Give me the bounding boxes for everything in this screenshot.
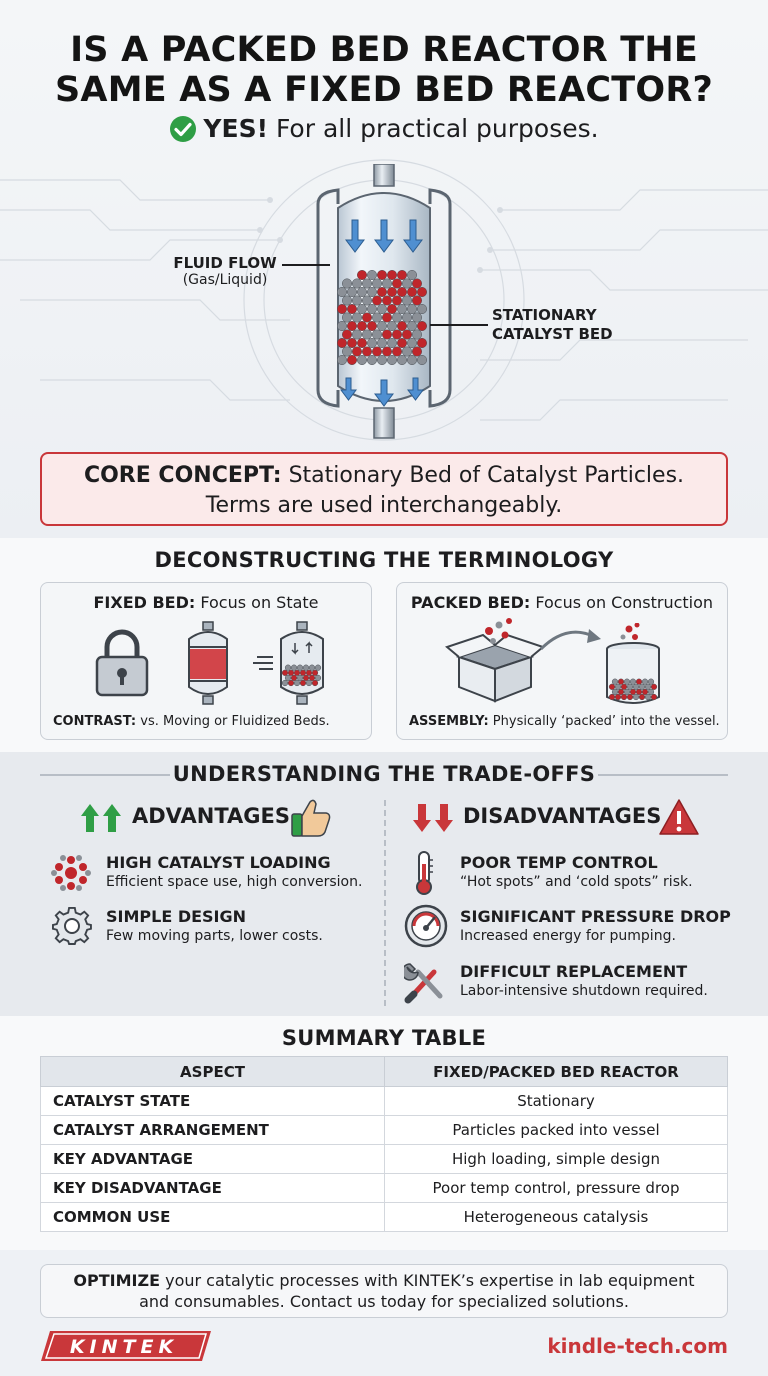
- advantage-title: HIGH CATALYST LOADING: [106, 853, 331, 872]
- disadvantage-item: [460, 853, 693, 891]
- column-divider: [384, 800, 386, 1006]
- packed-bed-footer-rest: Physically ‘packed’ into the vessel.: [488, 714, 720, 729]
- fixed-bed-title-rest: Focus on State: [195, 593, 319, 612]
- packed-bed-card: [396, 582, 728, 740]
- advantages-label: ADVANTAGES: [132, 804, 290, 828]
- answer-bold: YES!: [203, 114, 268, 143]
- curved-arrow-icon: [537, 623, 607, 653]
- disadvantage-desc: Increased energy for pumping.: [460, 928, 676, 944]
- catalyst-bed-callout: [492, 306, 632, 344]
- fixed-bed-title-bold: FIXED BED:: [93, 593, 196, 612]
- table-header-row: [41, 1057, 728, 1087]
- terminology-section: [0, 538, 768, 752]
- cta-bold: OPTIMIZE: [73, 1271, 161, 1290]
- packed-bed-footer-bold: ASSEMBLY:: [409, 714, 489, 729]
- jar-catalyst-fill: [609, 679, 657, 700]
- website-link[interactable]: kindle-tech.com: [547, 1334, 728, 1358]
- bed-label-line-2: CATALYST BED: [492, 325, 613, 343]
- core-concept-line-2: Terms are used interchangeably.: [205, 493, 563, 518]
- reactor-illustration: [300, 164, 468, 444]
- core-concept-label: CORE CONCEPT:: [83, 463, 282, 488]
- wrench-screwdriver-icon: [404, 960, 448, 1004]
- value-cell: Poor temp control, pressure drop: [385, 1174, 728, 1203]
- disadvantages-label: DISADVANTAGES: [463, 804, 662, 828]
- catalyst-bed-leader: [430, 324, 488, 326]
- value-cell: Stationary: [385, 1087, 728, 1116]
- answer-row: [0, 114, 768, 143]
- packed-bed-title: [397, 593, 727, 612]
- gear-icon: [52, 906, 92, 946]
- disadvantage-item: [460, 962, 708, 1000]
- filled-column-icon: [183, 621, 233, 705]
- packed-bed-footer: [409, 714, 720, 729]
- table-row: [41, 1145, 728, 1174]
- title-line-1: IS A PACKED BED REACTOR THE: [70, 30, 698, 70]
- fluid-flow-callout: [170, 254, 280, 288]
- cta-line-2: and consumables. Contact us today for specialized solutions.: [139, 1292, 629, 1311]
- open-box-icon: [445, 617, 545, 703]
- disadvantage-desc: Labor-intensive shutdown required.: [460, 983, 708, 999]
- logo-text: KINTEK: [69, 1336, 179, 1358]
- mini-catalyst-bed: [282, 665, 321, 686]
- check-circle-icon: [169, 115, 197, 143]
- aspect-cell: CATALYST ARRANGEMENT: [41, 1116, 385, 1145]
- disadvantage-title: SIGNIFICANT PRESSURE DROP: [460, 907, 731, 926]
- value-cell: Particles packed into vessel: [385, 1116, 728, 1145]
- packed-bed-title-bold: PACKED BED:: [410, 593, 531, 612]
- disadvantage-desc: “Hot spots” and ‘cold spots” risk.: [460, 874, 693, 890]
- table-row: [41, 1087, 728, 1116]
- filled-jar-icon: [601, 623, 665, 707]
- column-header: FIXED/PACKED BED REACTOR: [385, 1057, 728, 1087]
- table-row: [41, 1203, 728, 1232]
- summary-heading: SUMMARY TABLE: [281, 1026, 487, 1050]
- hero-section: [0, 0, 768, 538]
- aspect-cell: COMMON USE: [41, 1203, 385, 1232]
- fixed-bed-footer-bold: CONTRAST:: [53, 714, 137, 729]
- up-arrows-icon: [80, 802, 124, 834]
- title-line-2: SAME AS A FIXED BED REACTOR?: [55, 70, 713, 110]
- advantage-desc: Few moving parts, lower costs.: [106, 928, 323, 944]
- lock-icon: [93, 627, 151, 699]
- pressure-gauge-icon: [404, 904, 448, 948]
- kintek-logo[interactable]: [40, 1330, 212, 1362]
- thumbs-up-icon: [290, 798, 332, 838]
- column-header: ASPECT: [41, 1057, 385, 1087]
- aspect-cell: KEY DISADVANTAGE: [41, 1174, 385, 1203]
- cta-text: your catalytic processes with KINTEK’s expertise in lab equipment: [160, 1271, 695, 1290]
- aspect-cell: CATALYST STATE: [41, 1087, 385, 1116]
- fluid-flow-label: FLUID FLOW: [173, 254, 277, 272]
- value-cell: Heterogeneous catalysis: [385, 1203, 728, 1232]
- bed-label-line-1: STATIONARY: [492, 306, 597, 324]
- core-concept-box: [40, 452, 728, 526]
- table-row: [41, 1116, 728, 1145]
- fixed-bed-title: [41, 593, 371, 612]
- fluid-flow-leader: [282, 264, 330, 266]
- heading-rule-right: [598, 774, 728, 776]
- terminology-heading: DECONSTRUCTING THE TERMINOLOGY: [154, 548, 614, 572]
- advantage-title: SIMPLE DESIGN: [106, 907, 247, 926]
- tradeoffs-heading: UNDERSTANDING THE TRADE-OFFS: [172, 762, 596, 786]
- fixed-bed-footer-rest: vs. Moving or Fluidized Beds.: [136, 714, 330, 729]
- warning-icon: [658, 798, 700, 836]
- core-concept-text: Stationary Bed of Catalyst Particles.: [281, 463, 685, 488]
- thermometer-icon: [412, 850, 436, 896]
- fixed-bed-card: [40, 582, 372, 740]
- page-title: [0, 30, 768, 110]
- answer-text: For all practical purposes.: [268, 114, 599, 143]
- tradeoffs-section: [0, 752, 768, 1016]
- advantage-item: [106, 907, 323, 945]
- disadvantage-item: [460, 907, 731, 945]
- disadvantage-title: POOR TEMP CONTROL: [460, 853, 658, 872]
- aspect-cell: KEY ADVANTAGE: [41, 1145, 385, 1174]
- table-row: [41, 1174, 728, 1203]
- disadvantage-title: DIFFICULT REPLACEMENT: [460, 962, 688, 981]
- cta-box: [40, 1264, 728, 1318]
- advantage-item: [106, 853, 362, 891]
- catalyst-cluster-icon: [50, 852, 92, 894]
- summary-table: [40, 1056, 728, 1232]
- packed-bed-title-rest: Focus on Construction: [530, 593, 714, 612]
- fluid-flow-sublabel: (Gas/Liquid): [182, 272, 268, 288]
- value-cell: High loading, simple design: [385, 1145, 728, 1174]
- summary-section: [0, 1016, 768, 1250]
- advantage-desc: Efficient space use, high conversion.: [106, 874, 363, 890]
- fixed-bed-footer: [53, 714, 330, 729]
- packed-column-icon: [253, 621, 333, 705]
- down-arrows-icon: [412, 802, 456, 834]
- footer-section: [0, 1250, 768, 1376]
